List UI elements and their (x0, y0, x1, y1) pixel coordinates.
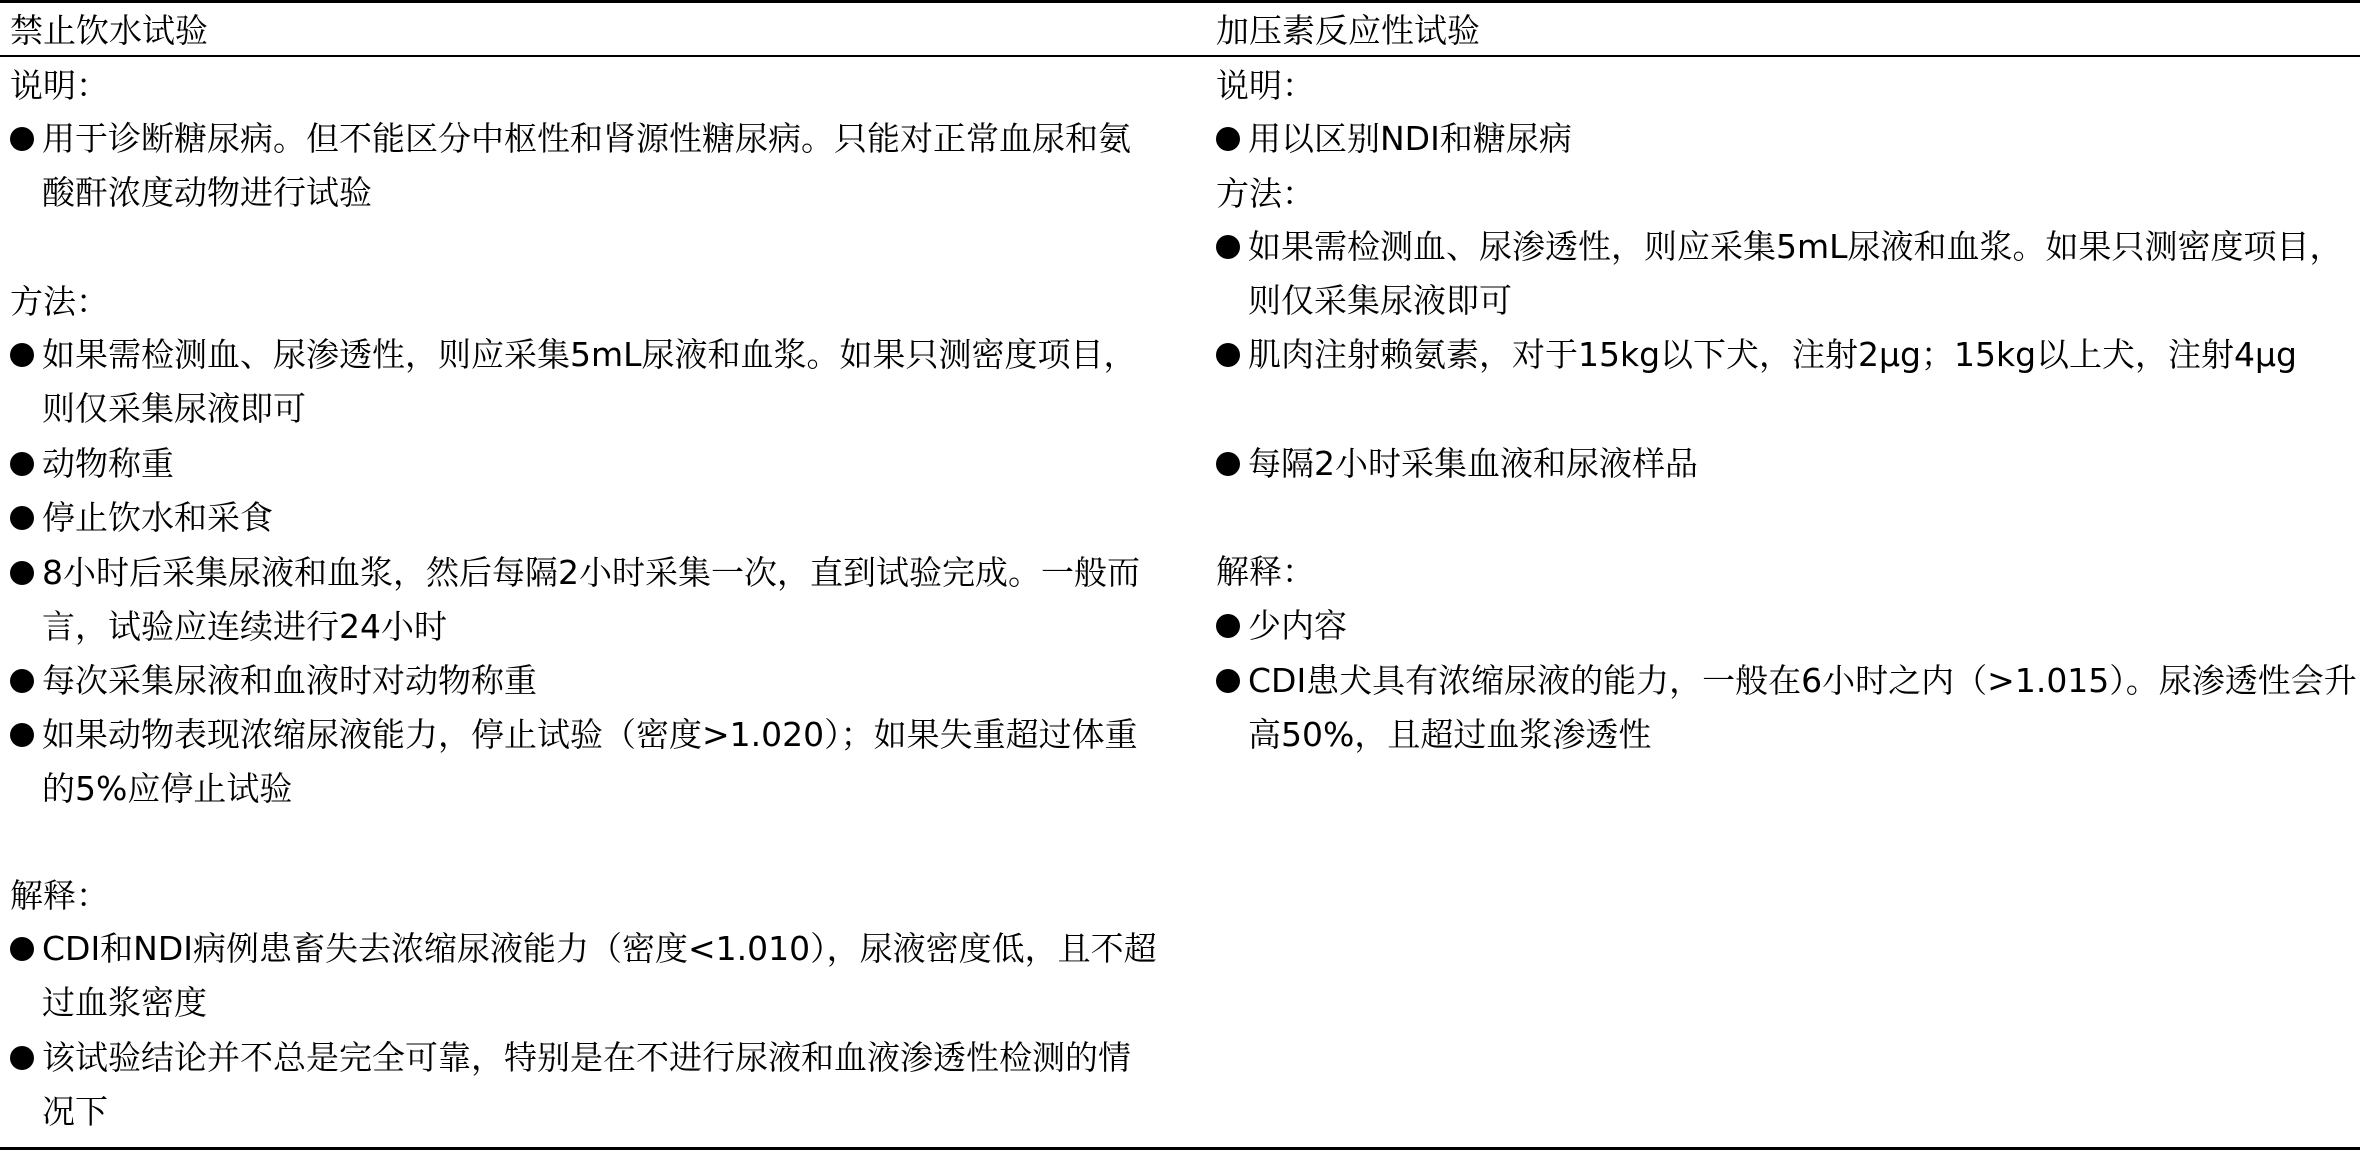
right-interpretation-item-1: 少内容 (1248, 606, 1347, 645)
table-header-rule (0, 55, 2360, 57)
bullet-icon (10, 723, 34, 747)
bullet-icon (10, 1046, 34, 1070)
right-method-item-3: 每隔2小时采集血液和尿液样品 (1248, 444, 1698, 483)
left-method-label: 方法： (10, 282, 109, 321)
right-method-item-2: 肌肉注射赖氨素，对于15kg以下犬，注射2μg；15kg以上犬，注射4μg (1248, 335, 2297, 374)
left-method-item-3: 停止饮水和采食 (42, 498, 273, 537)
left-column-title: 禁止饮水试验 (10, 11, 208, 50)
table-bottom-rule (0, 1147, 2360, 1150)
bullet-icon (1216, 343, 1240, 367)
right-description-label: 说明： (1216, 66, 1315, 105)
right-interpretation-label: 解释： (1216, 552, 1315, 591)
left-description-item-1: 用于诊断糖尿病。但不能区分中枢性和肾源性糖尿病。只能对正常血尿和氨酸酐浓度动物进行试验 (42, 119, 1131, 212)
left-method-item-4: 8小时后采集尿液和血浆，然后每隔2小时采集一次，直到试验完成。一般而言，试验应连续进行24小时 (42, 553, 1140, 646)
table-top-rule (0, 0, 2360, 3)
left-method-item-1: 如果需检测血、尿渗透性，则应采集5mL尿液和血浆。如果只测密度项目，则仅采集尿液即可 (42, 335, 1137, 428)
left-method-item-6: 如果动物表现浓缩尿液能力，停止试验（密度>1.020）；如果失重超过体重的5%应停止试验 (42, 715, 1138, 808)
bullet-icon (10, 343, 34, 367)
bullet-icon (1216, 669, 1240, 693)
bullet-icon (10, 452, 34, 476)
left-method-item-2: 动物称重 (42, 444, 174, 483)
bullet-icon (10, 506, 34, 530)
bullet-icon (10, 937, 34, 961)
bullet-icon (1216, 127, 1240, 151)
left-method-item-5: 每次采集尿液和血液时对动物称重 (42, 661, 537, 700)
left-interpretation-item-2: 该试验结论并不总是完全可靠，特别是在不进行尿液和血液渗透性检测的情况下 (42, 1038, 1131, 1131)
right-method-item-1: 如果需检测血、尿渗透性，则应采集5mL尿液和血浆。如果只测密度项目，则仅采集尿液即可 (1248, 227, 2343, 320)
bullet-icon (10, 127, 34, 151)
right-interpretation-item-2: CDI患犬具有浓缩尿液的能力，一般在6小时之内（>1.015）。尿渗透性会升高50%，且超过血浆渗透性 (1248, 661, 2357, 754)
bullet-icon (10, 669, 34, 693)
bullet-icon (1216, 452, 1240, 476)
left-interpretation-item-1: CDI和NDI病例患畜失去浓缩尿液能力（密度<1.010），尿液密度低，且不超过血浆密度 (42, 929, 1157, 1022)
right-description-item-1: 用以区别NDI和糖尿病 (1248, 119, 1572, 158)
right-column-title: 加压素反应性试验 (1216, 11, 1480, 50)
bullet-icon (10, 561, 34, 585)
right-method-label: 方法： (1216, 174, 1315, 213)
bullet-icon (1216, 614, 1240, 638)
bullet-icon (1216, 235, 1240, 259)
left-description-label: 说明： (10, 66, 109, 105)
left-interpretation-label: 解释： (10, 876, 109, 915)
